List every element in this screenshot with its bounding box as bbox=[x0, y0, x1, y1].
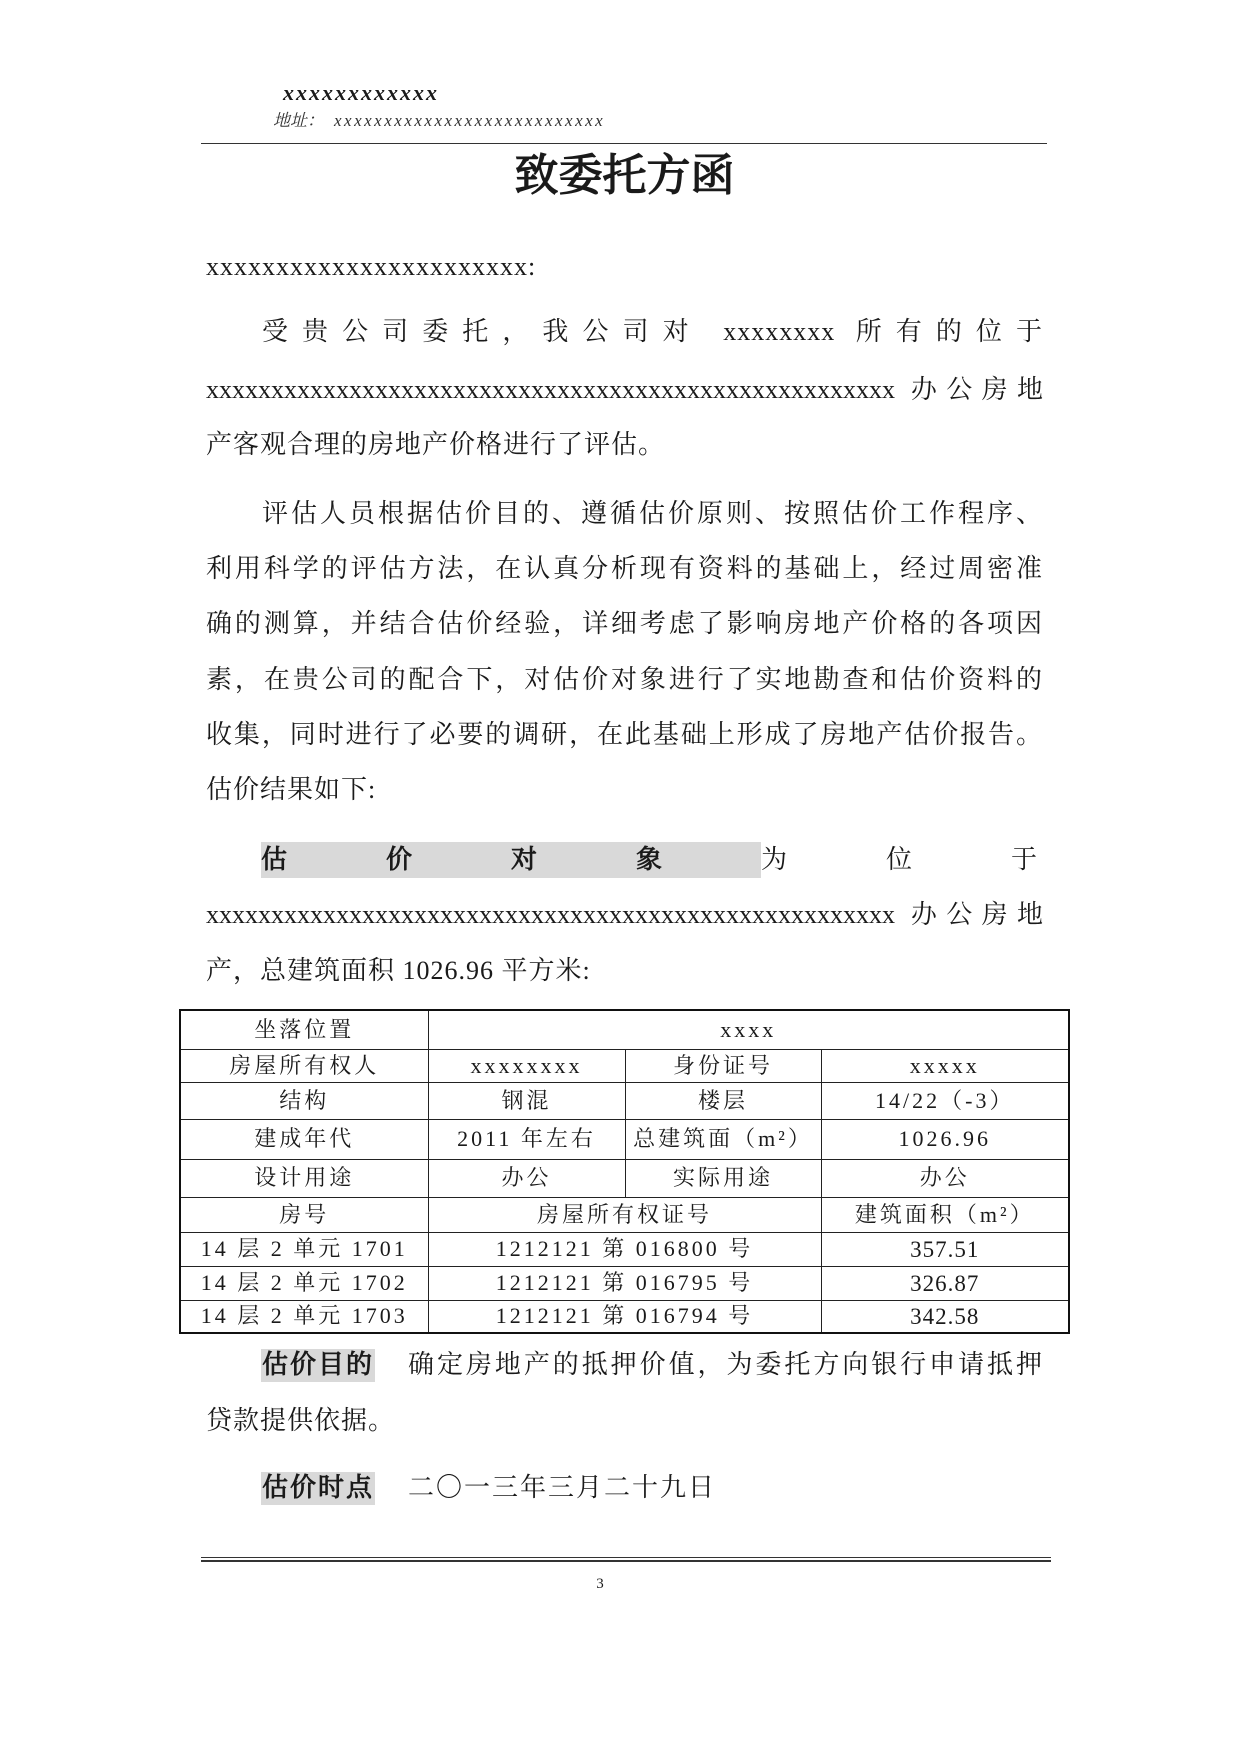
header-rule bbox=[201, 143, 1047, 144]
table-label-actual-use: 实际用途 bbox=[625, 1159, 821, 1197]
table-row bbox=[180, 1266, 1069, 1300]
process-line-3: 确的测算，并结合估价经验，详细考虑了影响房地产价格的各项因 bbox=[206, 609, 1043, 638]
table-label-location: 坐落位置 bbox=[180, 1010, 428, 1049]
process-line-1: 评估人员根据估价目的、遵循估价原则、按照估价工作程序、 bbox=[262, 499, 1043, 528]
table-label-structure: 结构 bbox=[180, 1082, 428, 1119]
table-label-owner: 房屋所有权人 bbox=[180, 1049, 428, 1082]
table-cell-room-number: 14 层 2 单元 1703 bbox=[180, 1300, 428, 1333]
table-value-floor: 14/22（-3） bbox=[821, 1082, 1069, 1119]
footer-rule bbox=[201, 1557, 1051, 1562]
table-cell-room-number: 14 层 2 单元 1701 bbox=[180, 1232, 428, 1266]
process-line-5: 收集，同时进行了必要的调研，在此基础上形成了房地产估价报告。 bbox=[206, 720, 1043, 749]
page-number: 3 bbox=[596, 1576, 604, 1592]
process-line-4: 素，在贵公司的配合下，对估价对象进行了实地勘查和估价资料的 bbox=[206, 665, 1043, 694]
purpose-label: 估价目的 bbox=[262, 1349, 375, 1380]
table-row bbox=[180, 1119, 1069, 1159]
header-company-name: xxxxxxxxxxxx bbox=[283, 80, 439, 105]
subject-label: 估价对象 bbox=[261, 842, 761, 878]
table-value-design-use: 办公 bbox=[428, 1159, 625, 1197]
table-row bbox=[180, 1300, 1069, 1333]
header-address-label: 地址： bbox=[273, 111, 324, 130]
process-line-2: 利用科学的评估方法，在认真分析现有资料的基础上，经过周密准 bbox=[206, 554, 1043, 583]
subject-line-1 bbox=[261, 838, 1136, 878]
table-label-id-number: 身份证号 bbox=[625, 1049, 821, 1082]
table-cell-floor-area: 342.58 bbox=[821, 1300, 1069, 1333]
purpose-text-line-1: 确定房地产的抵押价值，为委托方向银行申请抵押 bbox=[408, 1350, 1043, 1379]
table-label-design-use: 设计用途 bbox=[180, 1159, 428, 1197]
valuation-date-line bbox=[261, 1468, 1043, 1508]
table-cell-room-number: 14 层 2 单元 1702 bbox=[180, 1266, 428, 1300]
valuation-date-value: 二〇一三年三月二十九日 bbox=[408, 1473, 717, 1502]
commission-line-2: xxxxxxxxxxxxxxxxxxxxxxxxxxxxxxxxxxxxxxxxxxxxxxxxxxxxx 办公房地 bbox=[206, 375, 1043, 404]
subject-line-1-text: 为位于 bbox=[761, 845, 1137, 875]
table-cell-floor-area: 357.51 bbox=[821, 1232, 1069, 1266]
table-header-certificate-number: 房屋所有权证号 bbox=[428, 1197, 821, 1232]
table-row bbox=[180, 1232, 1069, 1266]
table-row bbox=[180, 1159, 1069, 1197]
table-cell-certificate-number: 1212121 第 016794 号 bbox=[428, 1300, 821, 1333]
page-title: 致委托方函 bbox=[514, 151, 735, 200]
process-line-6: 估价结果如下: bbox=[206, 775, 377, 804]
valuation-date-label: 估价时点 bbox=[262, 1472, 375, 1503]
table-value-location: xxxx bbox=[428, 1010, 1069, 1049]
property-info-table bbox=[179, 1009, 1070, 1334]
subject-line-2: xxxxxxxxxxxxxxxxxxxxxxxxxxxxxxxxxxxxxxxxxxxxxxxxxxxxx 办公房地 bbox=[206, 900, 1043, 929]
table-cell-floor-area: 326.87 bbox=[821, 1266, 1069, 1300]
table-label-total-area: 总建筑面（m²） bbox=[625, 1119, 821, 1159]
table-value-build-year: 2011 年左右 bbox=[428, 1119, 625, 1159]
table-row bbox=[180, 1049, 1069, 1082]
purpose-line-1 bbox=[261, 1345, 1043, 1385]
table-label-build-year: 建成年代 bbox=[180, 1119, 428, 1159]
purpose-text-line-2: 贷款提供依据。 bbox=[206, 1406, 396, 1435]
table-header-floor-area: 建筑面积（m²） bbox=[821, 1197, 1069, 1232]
table-value-owner: xxxxxxxx bbox=[428, 1049, 625, 1082]
table-value-total-area: 1026.96 bbox=[821, 1119, 1069, 1159]
table-cell-certificate-number: 1212121 第 016795 号 bbox=[428, 1266, 821, 1300]
table-value-structure: 钢混 bbox=[428, 1082, 625, 1119]
table-row bbox=[180, 1082, 1069, 1119]
table-value-actual-use: 办公 bbox=[821, 1159, 1069, 1197]
header-address bbox=[273, 109, 605, 133]
table-header-room-number: 房号 bbox=[180, 1197, 428, 1232]
subject-line-3: 产，总建筑面积 1026.96 平方米: bbox=[206, 956, 591, 985]
table-cell-certificate-number: 1212121 第 016800 号 bbox=[428, 1232, 821, 1266]
table-row bbox=[180, 1010, 1069, 1049]
header-address-value: xxxxxxxxxxxxxxxxxxxxxxxxxxx bbox=[334, 111, 606, 130]
table-label-floor: 楼层 bbox=[625, 1082, 821, 1119]
commission-line-3: 产客观合理的房地产价格进行了评估。 bbox=[206, 430, 666, 459]
table-value-id-number: xxxxx bbox=[821, 1049, 1069, 1082]
commission-line-1: 受贵公司委托，我公司对 xxxxxxxx 所有的位于 bbox=[262, 317, 1043, 346]
addressee: xxxxxxxxxxxxxxxxxxxxxxx: bbox=[206, 252, 537, 281]
table-row bbox=[180, 1197, 1069, 1232]
